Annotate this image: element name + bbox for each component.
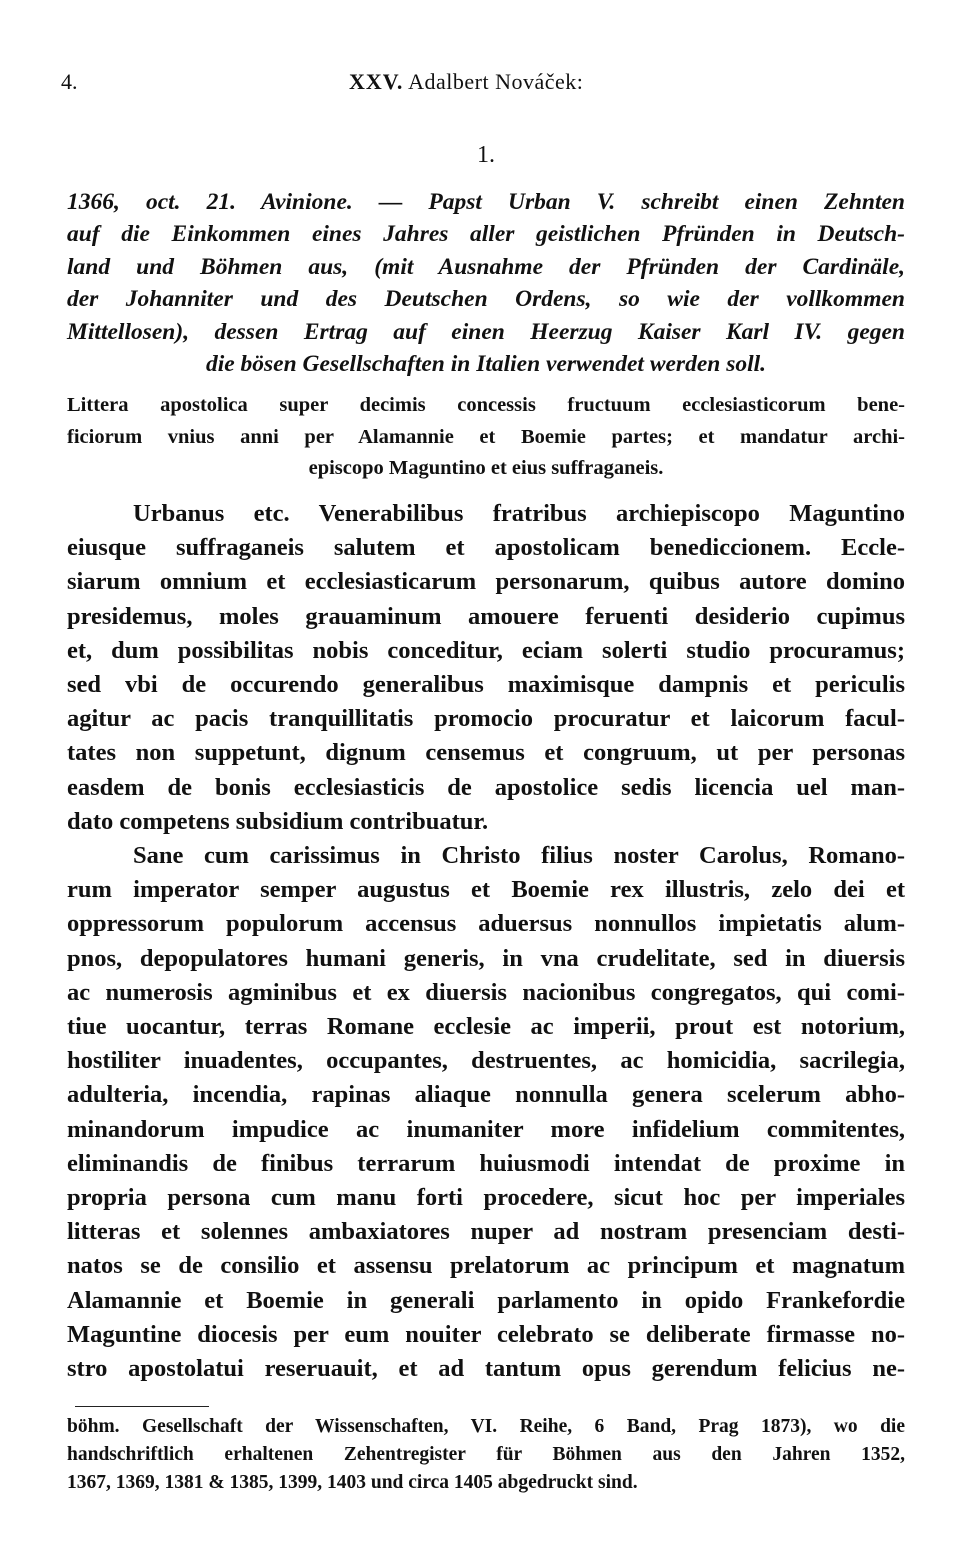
volume-number: XXV. xyxy=(349,69,404,94)
body-line: siarum omnium et ecclesiasticarum personarum, quibus autore domino xyxy=(67,568,905,596)
page-number: 4. xyxy=(61,69,78,94)
body-line: ac numerosis agminibus et ex diuersis nacionibus congregatos, qui comi- xyxy=(67,978,905,1006)
regest-line: Mittellosen), dessen Ertrag auf einen Heerzug Kaiser Karl IV. gegen xyxy=(67,318,905,345)
body-line: tates non suppetunt, dignum censemus et congruum, ut per personas xyxy=(67,739,905,767)
body-line: adulteria, incendia, rapinas aliaque nonnulla genera scelerum abho- xyxy=(67,1081,905,1109)
body-line: natos se de consilio et assensu prelatorum ac principum et magnatum xyxy=(67,1252,905,1280)
body-line: presidemus, moles grauaminum amouere feruenti desiderio cupimus xyxy=(67,602,905,630)
footnote-line: böhm. Gesellschaft der Wissenschaften, VI. Reihe, 6 Band, Prag 1873), wo die xyxy=(67,1416,905,1438)
body-line: litteras et solennes ambaxiatores nuper ad nostram presenciam desti- xyxy=(67,1218,905,1246)
regest-line: der Johanniter und des Deutschen Ordens, so wie der vollkommen xyxy=(67,286,905,313)
latin-title-line: Littera apostolica super decimis concessis fructuum ecclesiasticorum bene- xyxy=(67,394,905,417)
body-line: Sane cum carissimus in Christo filius noster Carolus, Romano- xyxy=(133,841,905,869)
body-line: eliminandis de finibus terrarum huiusmodi intendat de proxime in xyxy=(67,1149,905,1177)
regest-line: auf die Einkommen eines Jahres aller geistlichen Pfründen in Deutsch- xyxy=(67,221,905,248)
footnote-line: 1367, 1369, 1381 & 1385, 1399, 1403 und circa 1405 abgedruckt sind. xyxy=(67,1472,638,1494)
body-line: sed vbi de occurendo generalibus maximisque dampnis et periculis xyxy=(67,670,905,698)
document-page xyxy=(61,62,905,1497)
footnote-line: handschriftlich erhaltenen Zehentregister für Böhmen aus den Jahren 1352, xyxy=(67,1444,905,1466)
body-line: propria persona cum manu forti procedere, sicut hoc per imperiales xyxy=(67,1184,905,1211)
body-line: pnos, depopulatores humani generis, in vna crudelitate, sed in diuersis xyxy=(67,944,905,972)
running-title xyxy=(349,62,583,102)
running-head xyxy=(61,62,905,102)
body-line: agitur ac pacis tranquillitatis promocio procuratur et laicorum facul- xyxy=(67,705,905,733)
latin-title-line: ficiorum vnius anni per Alamannie et Boemie partes; et mandatur archi- xyxy=(67,425,905,448)
latin-title xyxy=(67,390,905,485)
document-number: 1. xyxy=(477,142,495,168)
footnote xyxy=(67,1413,905,1497)
body-line: et, dum possibilitas nobis conceditur, eciam solerti studio procuramus; xyxy=(67,636,905,664)
body-line: eiusque suffraganeis salutem et apostolicam benediccionem. Eccle- xyxy=(67,534,905,562)
body-line: Urbanus etc. Venerabilibus fratribus archiepiscopo Maguntino xyxy=(133,499,905,527)
latin-title-line: episcopo Maguntino et eius suffraganeis. xyxy=(308,457,664,480)
body-line: rum imperator semper augustus et Boemie rex illustris, zelo dei et xyxy=(67,876,905,904)
regest xyxy=(67,186,905,380)
footnote-rule xyxy=(75,1406,209,1407)
regest-line: land und Böhmen aus, (mit Ausnahme der Pfründen der Cardinäle, xyxy=(67,253,905,280)
body-line: easdem de bonis ecclesiasticis de apostolice sedis licencia uel man- xyxy=(67,773,905,801)
author-name: Adalbert Nováček: xyxy=(408,69,584,94)
body-line: minandorum impudice ac inumaniter more infidelium commitentes, xyxy=(67,1115,905,1143)
body-text xyxy=(67,497,905,1386)
regest-line: 1366, oct. 21. Avinione. — Papst Urban V. schreibt einen Zehnten xyxy=(67,189,905,215)
body-line: oppressorum populorum accensus aduersus nonnullos impietatis alum- xyxy=(67,910,905,938)
body-line: dato competens subsidium contribuatur. xyxy=(67,807,489,835)
body-line: tiue uocantur, terras Romane ecclesie ac imperii, prout est notorium, xyxy=(67,1012,905,1040)
body-line: hostiliter inuadentes, occupantes, destruentes, ac homicidia, sacrilegia, xyxy=(67,1047,905,1075)
body-line: Maguntine diocesis per eum nouiter celebrato se deliberate firmasse no- xyxy=(67,1320,905,1348)
body-line: stro apostolatui reseruauit, et ad tantum opus gerendum felicius ne- xyxy=(67,1355,905,1383)
regest-line: die bösen Gesellschaften in Italien verwendet werden soll. xyxy=(205,351,767,378)
body-line: Alamannie et Boemie in generali parlamento in opido Frankefordie xyxy=(67,1286,905,1314)
